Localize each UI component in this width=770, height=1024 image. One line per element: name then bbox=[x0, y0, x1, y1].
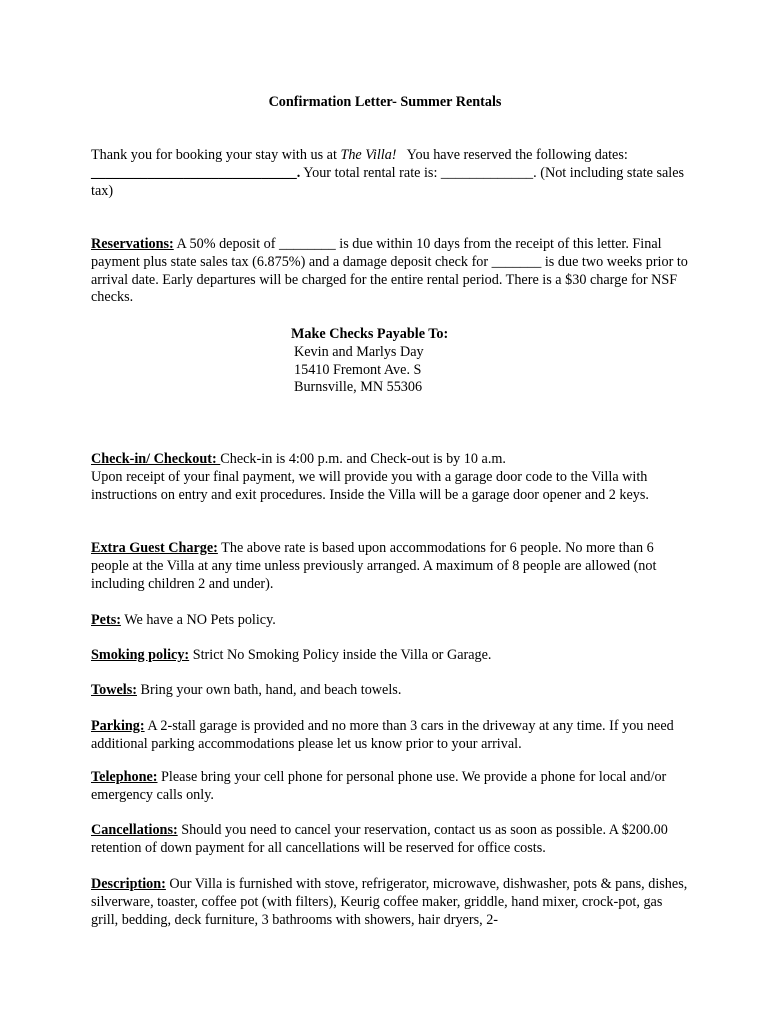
reservations-label: Reservations: bbox=[91, 236, 174, 252]
checkin-paragraph bbox=[91, 451, 691, 504]
payable-heading: Make Checks Payable To: bbox=[291, 326, 449, 342]
reservations-paragraph bbox=[91, 236, 691, 307]
telephone-text: Please bring your cell phone for personal phone use. We provide a phone for local and/or emergency calls only. bbox=[91, 769, 667, 803]
payable-block bbox=[291, 326, 448, 397]
document-title: Confirmation Letter- Summer Rentals bbox=[268, 94, 502, 110]
reservations-text: A 50% deposit of ________ is due within 10 days from the receipt of this letter. Final payment plus state sales tax (6.875%) and a damage deposit check for _______ is due two weeks prior to arrival date. Early departures will be charged for the entire rental period. There is a $30 charge for NSF checks. bbox=[91, 236, 688, 306]
telephone-paragraph bbox=[91, 769, 691, 805]
pets-label: Pets: bbox=[91, 612, 121, 628]
description-paragraph bbox=[91, 876, 691, 929]
extra-guest-paragraph bbox=[91, 540, 691, 593]
parking-label: Parking: bbox=[91, 718, 145, 734]
smoking-text: Strict No Smoking Policy inside the Villa or Garage. bbox=[189, 647, 492, 663]
intro-text-2: You have reserved the following dates: bbox=[396, 147, 632, 163]
intro-text-3: Your total rental rate is: _____________. (Not including state sales tax) bbox=[91, 164, 685, 199]
payable-name: Kevin and Marlys Day bbox=[294, 343, 424, 360]
payable-city: Burnsville, MN 55306 bbox=[294, 379, 423, 396]
towels-text: Bring your own bath, hand, and beach towels. bbox=[136, 682, 402, 698]
villa-name: The Villa! bbox=[340, 147, 397, 163]
towels-paragraph bbox=[91, 682, 691, 700]
cancellations-paragraph bbox=[91, 822, 691, 858]
cancellations-text: Should you need to cancel your reservation, contact us as soon as possible. A $200.00 retention of down payment for all cancellations will be reserved for office costs. bbox=[91, 822, 668, 856]
checkin-label: Check-in/ Checkout: bbox=[91, 451, 221, 467]
intro-paragraph bbox=[91, 147, 691, 200]
payable-street: 15410 Fremont Ave. S bbox=[294, 361, 422, 378]
pets-text: We have a NO Pets policy. bbox=[120, 612, 276, 628]
intro-text-1: Thank you for booking your stay with us at bbox=[91, 147, 341, 163]
extra-guest-text: The above rate is based upon accommodations for 6 people. No more than 6 people at the Villa at any time unless previously arranged. A maximum of 8 people are allowed (not including children 2 and under). bbox=[91, 540, 657, 592]
towels-label: Towels: bbox=[91, 682, 137, 698]
dates-blank: _____________________________. bbox=[91, 164, 301, 181]
parking-text: A 2-stall garage is provided and no more than 3 cars in the driveway at any time. If you need additional parking accommodations please let us know prior to your arrival. bbox=[91, 718, 674, 752]
checkin-text: Upon receipt of your final payment, we will provide you with a garage door code to the Villa with instructions on entry and exit procedures. Inside the Villa will be a garage door opener and 2 keys. bbox=[91, 468, 649, 503]
description-label: Description: bbox=[91, 876, 166, 892]
telephone-label: Telephone: bbox=[91, 769, 158, 785]
smoking-paragraph bbox=[91, 647, 691, 665]
cancellations-label: Cancellations: bbox=[91, 822, 178, 838]
smoking-label: Smoking policy: bbox=[91, 647, 190, 663]
checkin-line1: Check-in is 4:00 p.m. and Check-out is by 10 a.m. bbox=[220, 451, 506, 467]
pets-paragraph bbox=[91, 612, 691, 630]
extra-guest-label: Extra Guest Charge: bbox=[91, 540, 218, 556]
description-text: Our Villa is furnished with stove, refrigerator, microwave, dishwasher, pots & pans, dishes, silverware, toaster, coffee pot (with filters), Keurig coffee maker, griddle, hand mixer, crock-pot, gas grill, bedding, deck furniture, 3 bathrooms with showers, hair dryers, 2- bbox=[91, 876, 688, 928]
parking-paragraph bbox=[91, 718, 691, 754]
